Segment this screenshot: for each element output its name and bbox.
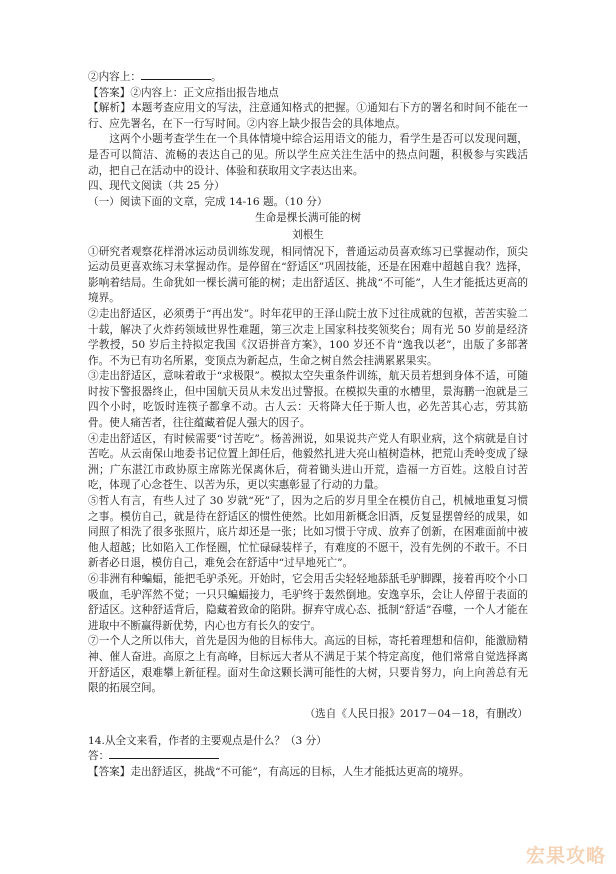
teacher-comment: 这两个小题考查学生在一个具体情境中综合运用语文的能力，看学生是否可以发现问题，是否可以简洁、流畅的表达自己的见。所以学生应关注生活中的热点问题，积极参与实践活动，把自己在活动中的设计、体验和获取用文字表达出来。 — [88, 133, 528, 177]
essay-paragraph-6: ⑥非洲有种蝙蝠，能把毛驴杀死。开始时，它会用舌尖轻轻地舔舐毛驴脚踝，接着再咬个小口吸血，毛驴浑然不觉；一只只蝙蝠接力，毛驴终于轰然倒地。安逸享乐，会让人停留于表面的舒适区。这种舒适背后，隐藏着致命的陷阱。摒弃守成心态、抵制“舒适”吞噬，一个人才能在进取中不断赢得新优势，内心也方有长久的安宁。 — [88, 573, 528, 632]
answer-2-text: 走出舒适区，挑战“不可能”，有高远的目标，人生才能抵达更高的境界。 — [130, 765, 470, 778]
question-14: 14.从全文来看，作者的主要观点是什么？（3 分） — [88, 734, 327, 747]
essay-paragraph-7: ⑦一个人之所以伟大，首先是因为他的目标伟大。高远的目标，寄托着理想和信仰，能激励精神、催人奋进。高原之上有高峰，目标远大者从不满足于某个特定高度，他们常常自觉选择离开舒适区，艰难攀上新征程。面对生命这颗长满可能性的大树，只要肯努力，向上向善总有无限的拓展空间。 — [88, 635, 528, 695]
analysis-text: 本题考查应用文的写法，注意通知格式的把握。①通知右下方的署名和时间不能在一行、应先署名，在下一行写时间。②内容上缺少报告会的具体地点。 — [88, 102, 529, 130]
answer-prefix: 答： — [88, 750, 110, 763]
question-content-prefix: ②内容上： — [88, 71, 141, 83]
answer-2 — [88, 765, 528, 781]
subsection-heading: （一）阅读下面的文章，完成 14-16 题。（10 分） — [88, 195, 328, 208]
answer-blank — [109, 758, 219, 759]
fill-blank — [141, 79, 211, 80]
essay-author: 刘根生 — [292, 228, 324, 241]
answer-1-label: 【答案】 — [88, 86, 131, 99]
analysis-label: 【解析】 — [88, 102, 131, 115]
essay-title: 生命是棵长满可能的树 — [255, 212, 361, 225]
essay-paragraph-3: ③走出舒适区，意味着敢于“求极限”。模拟太空失重条件训练，航天员若想到身体不适，可随时按下警报器终止，但中国航天员从未发出过警报。在模拟失重的水槽里，景海鹏一泡就是三四个小时，吃饭时连筷子都拿不动。古人云：天将降大任于斯人也，必先苦其心志，劳其筋骨。使人痛苦者，往往蕴藏着促人强大的因子。 — [88, 370, 528, 430]
answer-2-label: 【答案】 — [88, 765, 131, 778]
essay-paragraph-1: ①研究者观察花样滑冰运动员训练发现，相同情况下，普通运动员喜欢练习已掌握动作，顶尖运动员更喜欢练习未掌握动作。是停留在“舒适区”巩固技能，还是在困难中超越自我？选择，影响着结局。生命犹如一棵长满可能的树；走出舒适区、挑战“不可能”，人生才能抵达更高的境界。 — [88, 245, 528, 305]
analysis — [88, 101, 528, 132]
essay-paragraph-4: ④走出舒适区，有时候需要“讨苦吃”。杨善洲说，如果说共产党人有职业病，这个病就是自讨苦吃。从云南保山地委书记位置上卸任后，他毅然扎进大亮山植树造林，把荒山秃岭变成了绿洲；广东湛江市政协原主席陈光保离休后，荷着锄头进山开荒，造福一方百姓。这般自讨苦吃，体现了心念苍生、以苦为乐，更以实惠彰显了行动的力量。 — [88, 432, 528, 492]
question-content-suffix: 。 — [210, 71, 222, 83]
essay-paragraph-5: ⑤哲人有言，有些人过了 30 岁就“死”了，因为之后的岁月里全在模仿自己，机械地重复习惯之事。模仿自己，就是待在舒适区的惯性使然。比如用新概念旧酒，反复显摆曾经的成果，如同照了相洗了很多张照片，底片却还是一张；比如习惯于守成、放弃了创新，在困难面前中被他人超越；比如陷入工作怪圈，忙忙碌碌装样子，有难度的不愿干，没有先例的不敢干。不日新者必日退，模仿自己，难免会在舒适中“过早地死亡”。 — [88, 495, 528, 570]
answer-1-text: ②内容上：正文应指出报告地点 — [130, 86, 279, 99]
section-heading: 四、现代文阅读（共 25 分） — [88, 180, 225, 193]
question-content-line — [88, 70, 528, 86]
essay-paragraph-2: ②走出舒适区，必须勇于“再出发”。时年花甲的王泽山院士放下过往成就的包袱，苦苦实验二十载，解决了火炸药领域世界性难题，第三次走上国家科技奖领奖台；周有光 50 岁前是经济学教授，50 岁后主持拟定我国《汉语拼音方案》，100 岁还不肯“逸我以老”，出版了多部著作。不为已有功名所累，变顶点为新起点，生命之树自然会挂满累累果实。 — [88, 307, 528, 367]
watermark-logo: 宏果攻略 — [525, 845, 606, 867]
answer-1 — [88, 86, 528, 102]
source-citation: （选自《人民日报》2017－04－18，有删改） — [304, 708, 528, 721]
answer-line — [88, 749, 528, 765]
document-page — [88, 70, 528, 780]
